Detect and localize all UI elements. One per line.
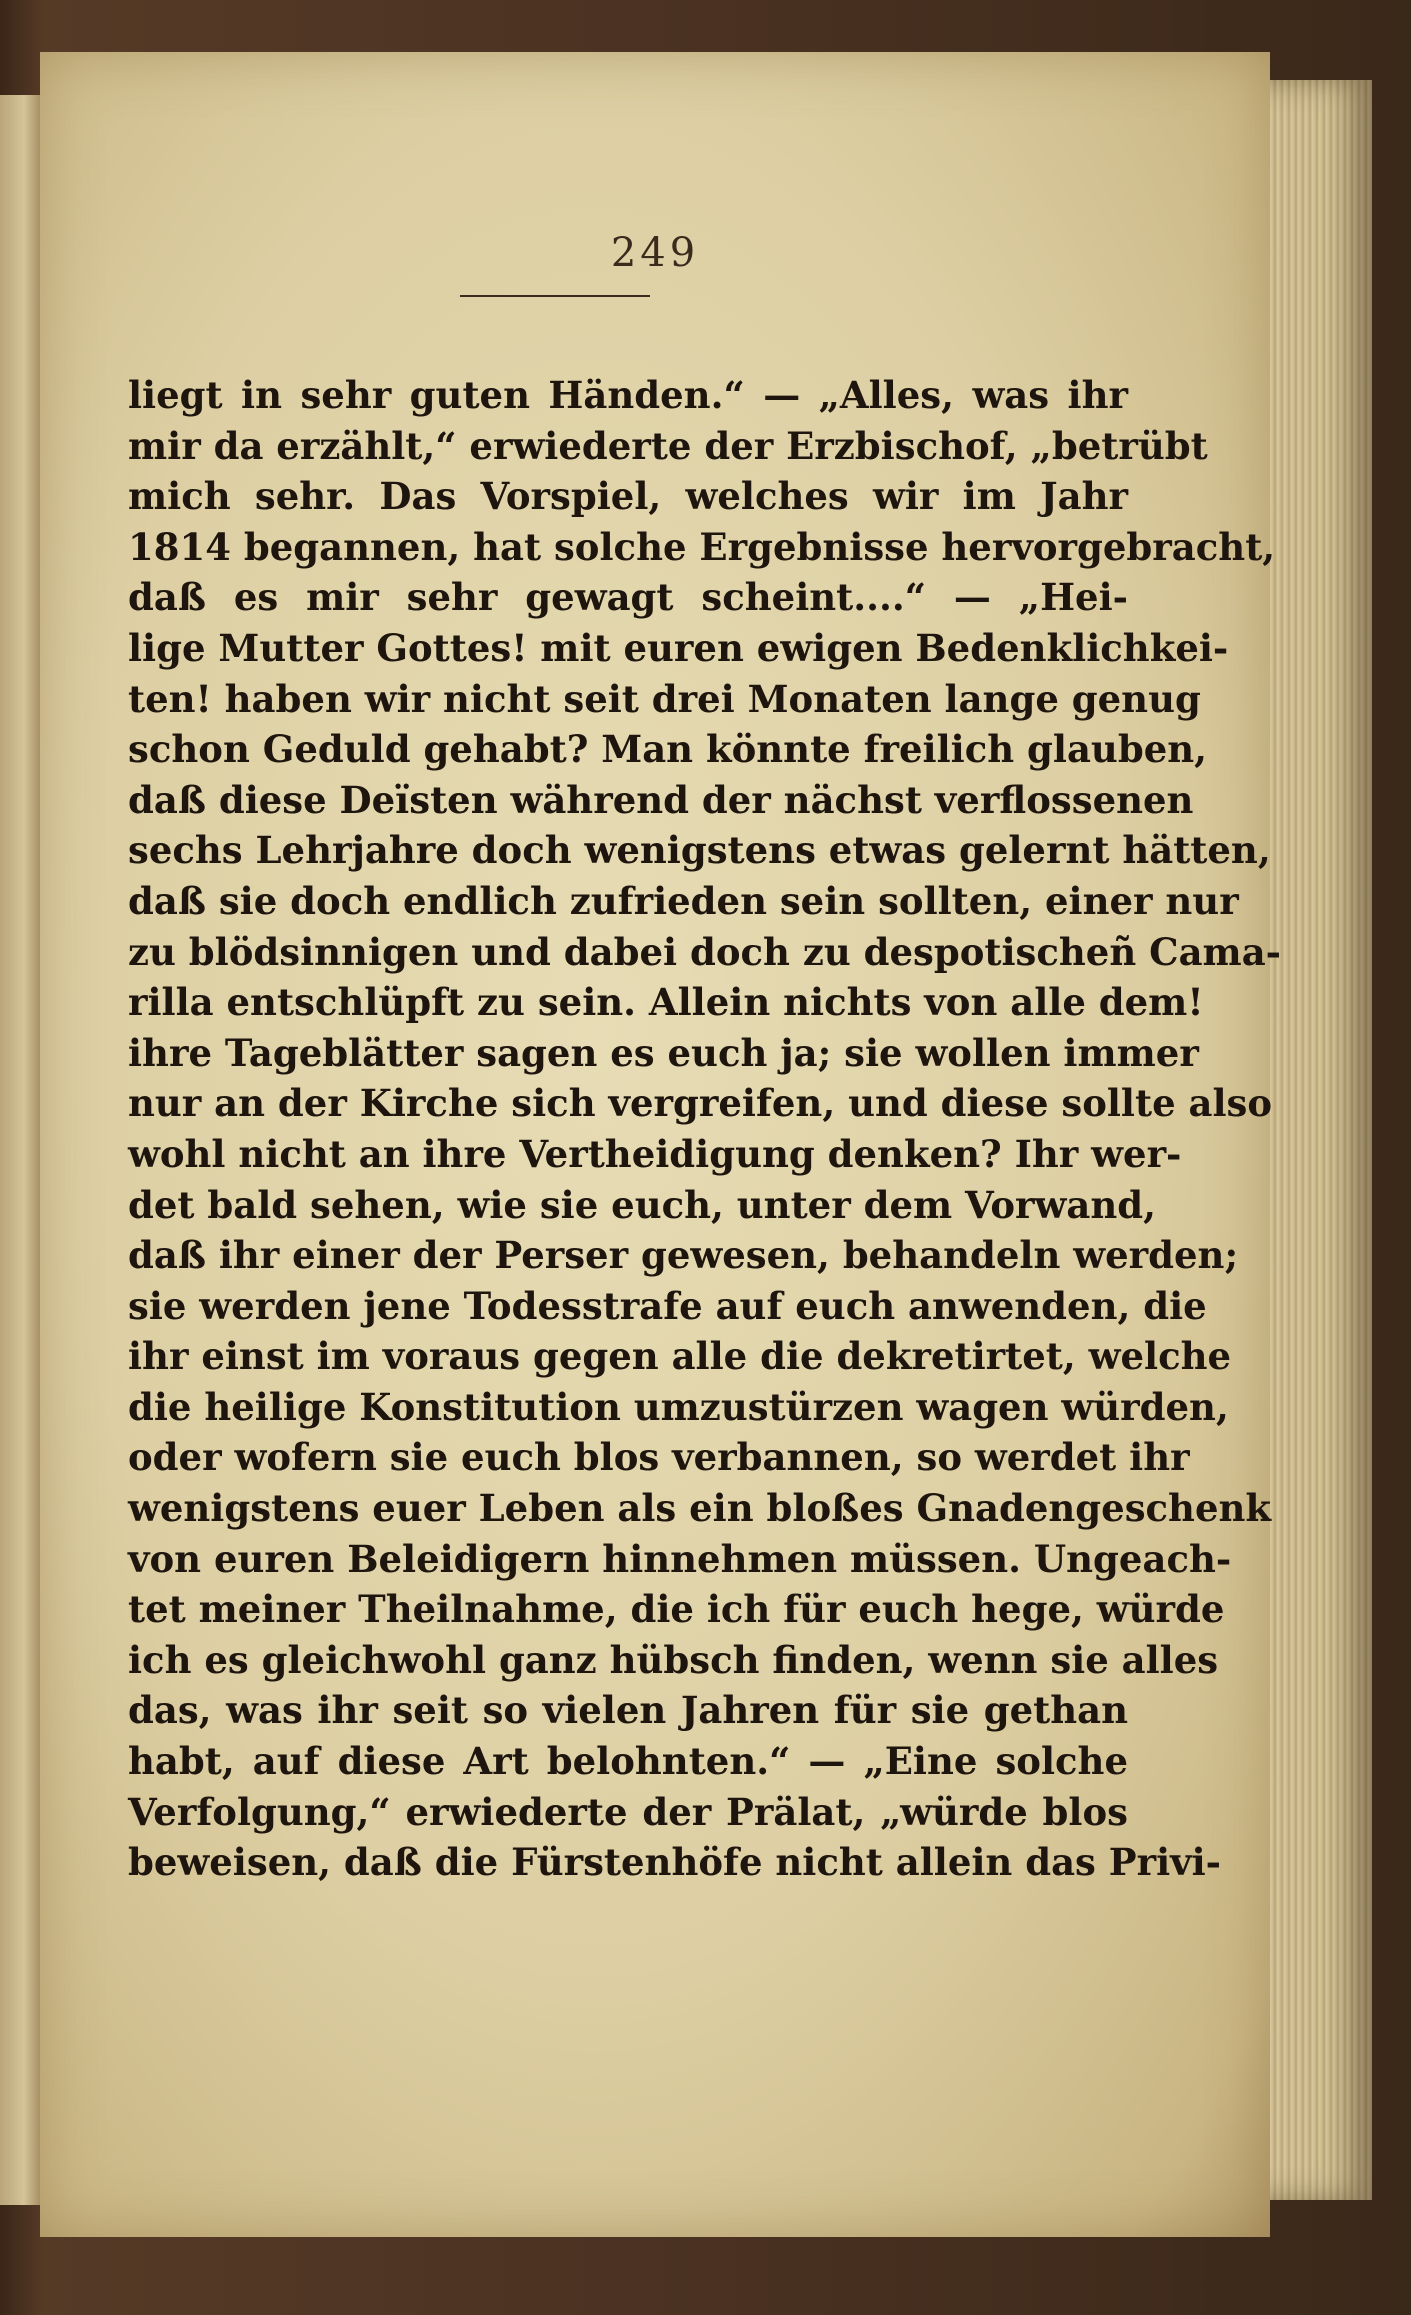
- book-page: [40, 52, 1282, 2237]
- text-line: Verfolgung,“ erwiederte der Prälat, „würde blos: [128, 1789, 1128, 1834]
- text-line: wenigstens euer Leben als ein bloßes Gnadengeschenk: [128, 1486, 1272, 1531]
- page-number: 249: [610, 230, 700, 276]
- text-line: oder wofern sie euch blos verbannen, so werdet ihr: [128, 1435, 1190, 1480]
- text-line: wohl nicht an ihre Vertheidigung denken? Ihr wer-: [128, 1131, 1182, 1176]
- text-line: lige Mutter Gottes! mit euren ewigen Bedenklichkei-: [128, 625, 1229, 670]
- text-line: det bald sehen, wie sie euch, unter dem Vorwand,: [128, 1182, 1156, 1227]
- text-line: daß diese Deïsten während der nächst verflossenen: [128, 777, 1194, 822]
- text-line: beweisen, daß die Fürstenhöfe nicht allein das Privi-: [128, 1840, 1222, 1885]
- text-line: 1814 begannen, hat solche Ergebnisse hervorgebracht,: [128, 524, 1276, 569]
- text-line: zu blödsinnigen und dabei doch zu despotischeñ Cama-: [128, 929, 1282, 974]
- text-line: daß sie doch endlich zufrieden sein sollten, einer nur: [128, 878, 1239, 923]
- text-line: rilla entschlüpft zu sein. Allein nichts von alle dem!: [128, 980, 1204, 1025]
- header-rule: [460, 295, 650, 297]
- text-line: mir da erzählt,“ erwiederte der Erzbischof, „betrübt: [128, 423, 1208, 468]
- text-line: ihr einst im voraus gegen alle die dekretirtet, welche: [128, 1334, 1232, 1379]
- text-line: tet meiner Theilnahme, die ich für euch hege, würde: [128, 1587, 1225, 1632]
- text-line: die heilige Konstitution umzustürzen wagen würden,: [128, 1384, 1229, 1429]
- text-line: habt, auf diese Art belohnten.“ — „Eine solche: [128, 1739, 1128, 1784]
- text-line: sie werden jene Todesstrafe auf euch anwenden, die: [128, 1283, 1207, 1328]
- text-line: mich sehr. Das Vorspiel, welches wir im Jahr: [128, 474, 1128, 519]
- text-line: liegt in sehr guten Händen.“ — „Alles, was ihr: [128, 373, 1128, 417]
- text-line: das, was ihr seit so vielen Jahren für sie gethan: [128, 1688, 1128, 1733]
- text-line: ihre Tageblätter sagen es euch ja; sie wollen immer: [128, 1030, 1199, 1075]
- text-line: schon Geduld gehabt? Man könnte freilich glauben,: [128, 727, 1208, 772]
- text-line: sechs Lehrjahre doch wenigstens etwas gelernt hätten,: [128, 828, 1271, 873]
- text-line: von euren Beleidigern hinnehmen müssen. Ungeach-: [128, 1536, 1232, 1581]
- page-text: [128, 370, 1282, 1888]
- left-page-edge: [0, 95, 43, 2205]
- text-line: daß es mir sehr gewagt scheint....“ — „Hei-: [128, 575, 1128, 620]
- text-line: daß ihr einer der Perser gewesen, behandeln werden;: [128, 1233, 1239, 1278]
- text-line: ten! haben wir nicht seit drei Monaten lange genug: [128, 676, 1201, 721]
- text-line: nur an der Kirche sich vergreifen, und diese sollte also: [128, 1081, 1273, 1126]
- text-line: ich es gleichwohl ganz hübsch finden, wenn sie alles: [128, 1637, 1219, 1682]
